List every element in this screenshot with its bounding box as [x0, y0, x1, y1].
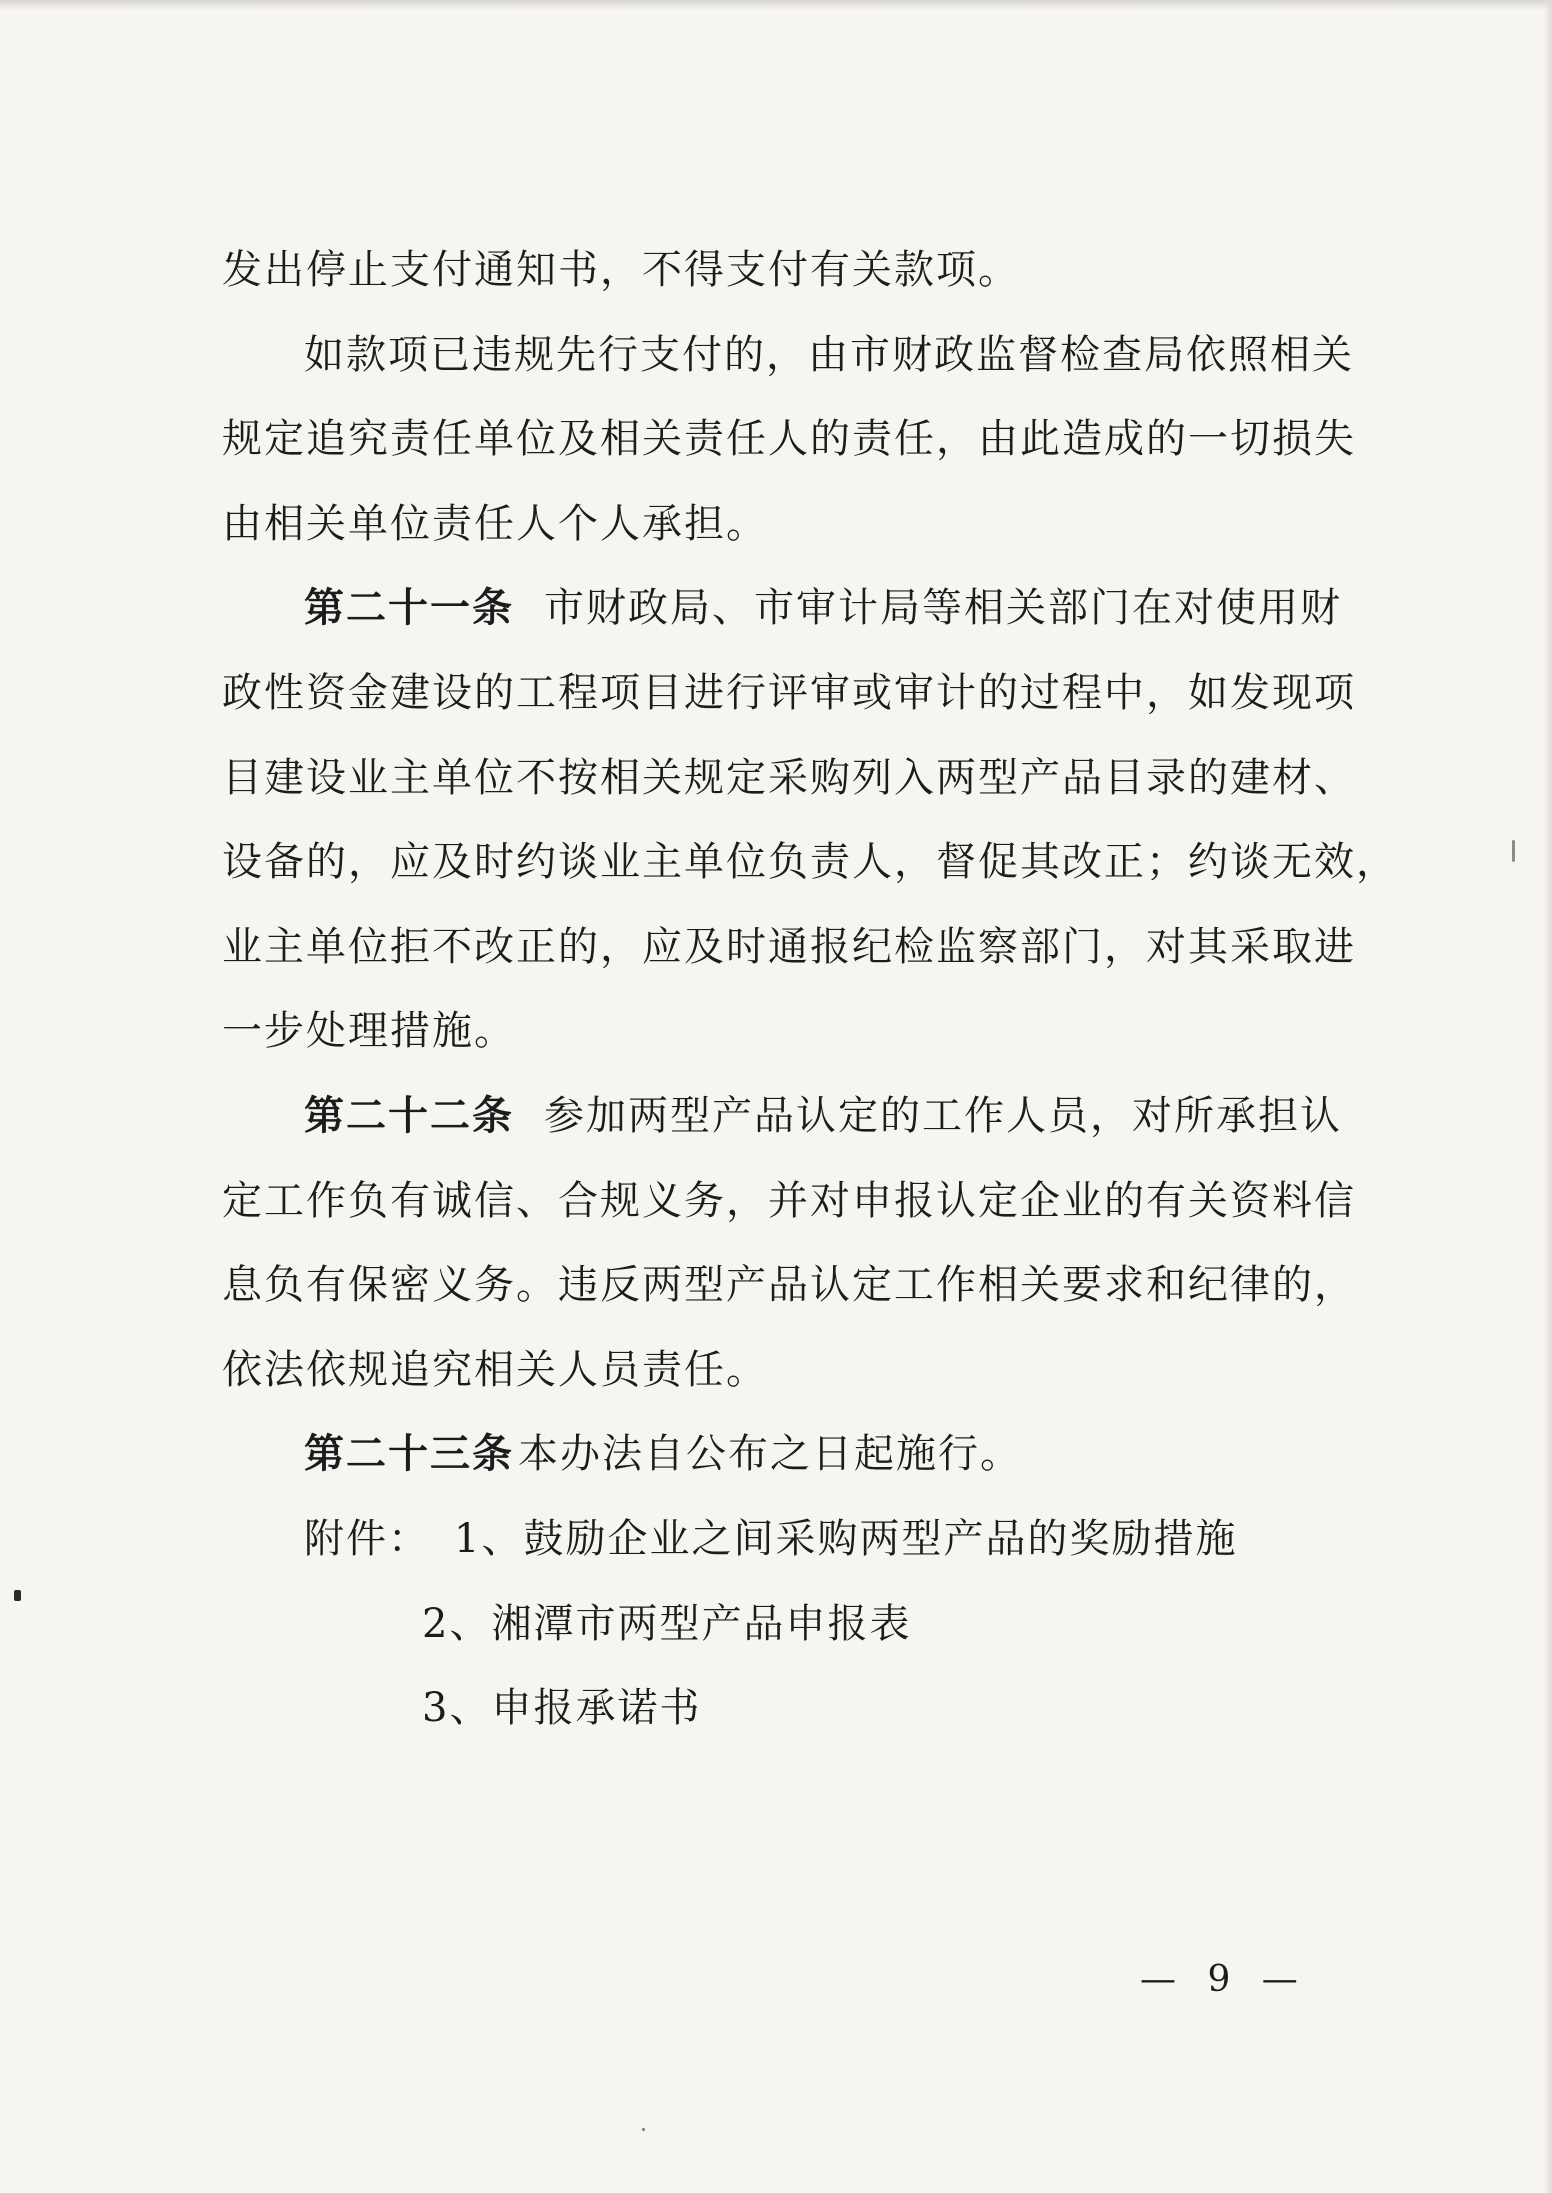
- document-body: [222, 228, 1398, 1751]
- paragraph-line: 定工作负有诚信、合规义务，并对申报认定企业的有关资料信: [222, 1177, 1356, 1224]
- article-22-text: 参加两型产品认定的工作人员，对所承担认: [544, 1092, 1342, 1139]
- article-23-line: [222, 1412, 1322, 1497]
- paragraph-line: 设备的，应及时约谈业主单位负责人，督促其改正；约谈无效，: [222, 839, 1398, 886]
- article-23-text: 本办法自公布之日起施行。: [518, 1431, 1022, 1478]
- article-22-line: [222, 1074, 1342, 1159]
- paragraph-line: 息负有保密义务。违反两型产品认定工作相关要求和纪律的，: [222, 1262, 1356, 1309]
- paragraph-line: 依法依规追究相关人员责任。: [222, 1346, 768, 1393]
- paragraph-line: 一步处理措施。: [222, 1008, 516, 1055]
- article-21-text: 市财政局、市审计局等相关部门在对使用财: [544, 585, 1342, 632]
- paragraph-continuation: 发出停止支付通知书，不得支付有关款项。: [222, 247, 1020, 293]
- attachments-label: 附件：: [304, 1515, 430, 1562]
- scan-edge-top: [0, 0, 1552, 10]
- scan-edge-right: [1544, 0, 1552, 2193]
- paragraph-line: 目建设业主单位不按相关规定采购列入两型产品目录的建材、: [222, 754, 1356, 801]
- scan-speck: [14, 1590, 21, 1601]
- paragraph-line: 如款项已违规先行支付的，由市财政监督检查局依照相关: [304, 331, 1354, 378]
- attachments-first-line: [222, 1497, 1322, 1582]
- paragraph-line: 业主单位拒不改正的，应及时通报纪检监察部门，对其采取进: [222, 923, 1356, 970]
- attachment-item: 2、湘潭市两型产品申报表: [422, 1600, 912, 1647]
- paragraph-line: 政性资金建设的工程项目进行评审或审计的过程中，如发现项: [222, 669, 1356, 716]
- paragraph-line: 由相关单位责任人个人承担。: [222, 500, 768, 547]
- page-number: — 9 —: [1140, 1959, 1308, 2000]
- scan-speck: [642, 2128, 645, 2131]
- paragraph-line: 规定追究责任单位及相关责任人的责任，由此造成的一切损失: [222, 416, 1356, 463]
- article-22-title: 第二十二条: [304, 1092, 514, 1139]
- attachment-item: 3、申报承诺书: [422, 1685, 702, 1732]
- article-21-title: 第二十一条: [304, 585, 514, 632]
- article-23-title: 第二十三条: [304, 1431, 514, 1478]
- attachment-item: 1、鼓励企业之间采购两型产品的奖励措施: [454, 1515, 1238, 1562]
- article-21-line: [222, 566, 1342, 651]
- scan-speck: [1512, 840, 1515, 862]
